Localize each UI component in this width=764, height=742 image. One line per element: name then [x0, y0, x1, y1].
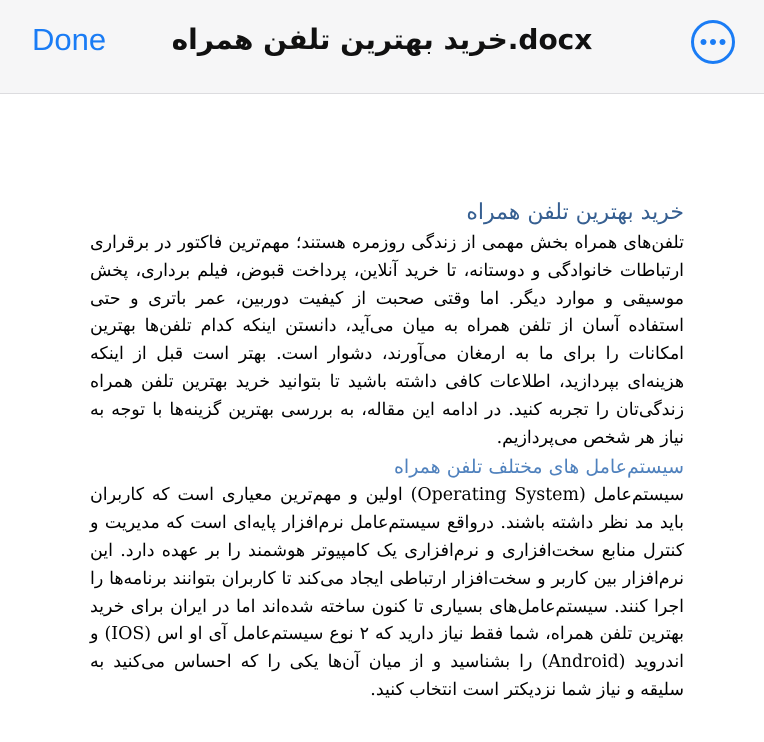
document-paragraph-os: سیستم‌عامل (Operating System) اولین و مهم‌ترین معیاری است که کاربران باید مد نظر داشته باشند. درواقع سیستم‌عامل نرم‌افزار پایه‌ای است که مدیریت و کنترل منابع سخت‌افزاری و نرم‌افزاری یک کامپیوتر هوشمند را بر عهده دارد. این نرم‌افزار بین کاربر و سخت‌افزار ارتباطی ایجاد می‌کند تا کاربران بتوانند برنامه‌ها را اجرا کنند. سیستم‌عامل‌های بسیاری تا کنون ساخته شده‌اند اما در ایران برای خرید بهترین تلفن همراه، شما فقط نیاز دارید که ۲ نوع سیستم‌عامل آی او اس (IOS) و اندروید (Android) را بشناسید و از میان آن‌ها یکی را که احساس می‌کنید به سلیقه و نیاز شما نزدیکتر است انتخاب کنید.	[90, 485, 684, 700]
document-title: خرید بهترین تلفن همراه.docx	[171, 23, 593, 56]
navigation-bar	[0, 0, 764, 94]
done-button[interactable]: Done	[32, 18, 106, 62]
more-options-button[interactable]	[690, 19, 736, 65]
document-heading-os: سیستم‌عامل های مختلف تلفن همراه	[393, 456, 684, 479]
document-paragraph-intro: تلفن‌های همراه بخش مهمی از زندگی روزمره هستند؛ مهم‌ترین فاکتور در برقراری ارتباطات خانوادگی و دوستانه، تا خرید آنلاین، پرداخت قبوض، فیلم برداری، پخش موسیقی و موارد دیگر. اما وقتی صحبت از کیفیت دوربین، عمر باتری و حتی استفاده آسان از تلفن همراه به میان می‌آید، دانستن اینکه کدام تلفن‌ها بهترین امکانات را برای ما به ارمغان می‌آورند، دشوار است. بهتر است قبل از اینکه هزینه‌ای بپردازید، اطلاعات کافی داشته باشید تا بتوانید خرید بهترین تلفن همراه زندگی‌تان را تجربه کنید. در ادامه این مقاله، به بررسی بهترین گزینه‌ها با توجه به نیاز هر شخص می‌پردازیم.	[90, 233, 684, 448]
document-body	[90, 196, 684, 705]
ellipsis-circle-icon	[690, 19, 736, 65]
document-heading-main: خرید بهترین تلفن همراه	[466, 200, 684, 225]
